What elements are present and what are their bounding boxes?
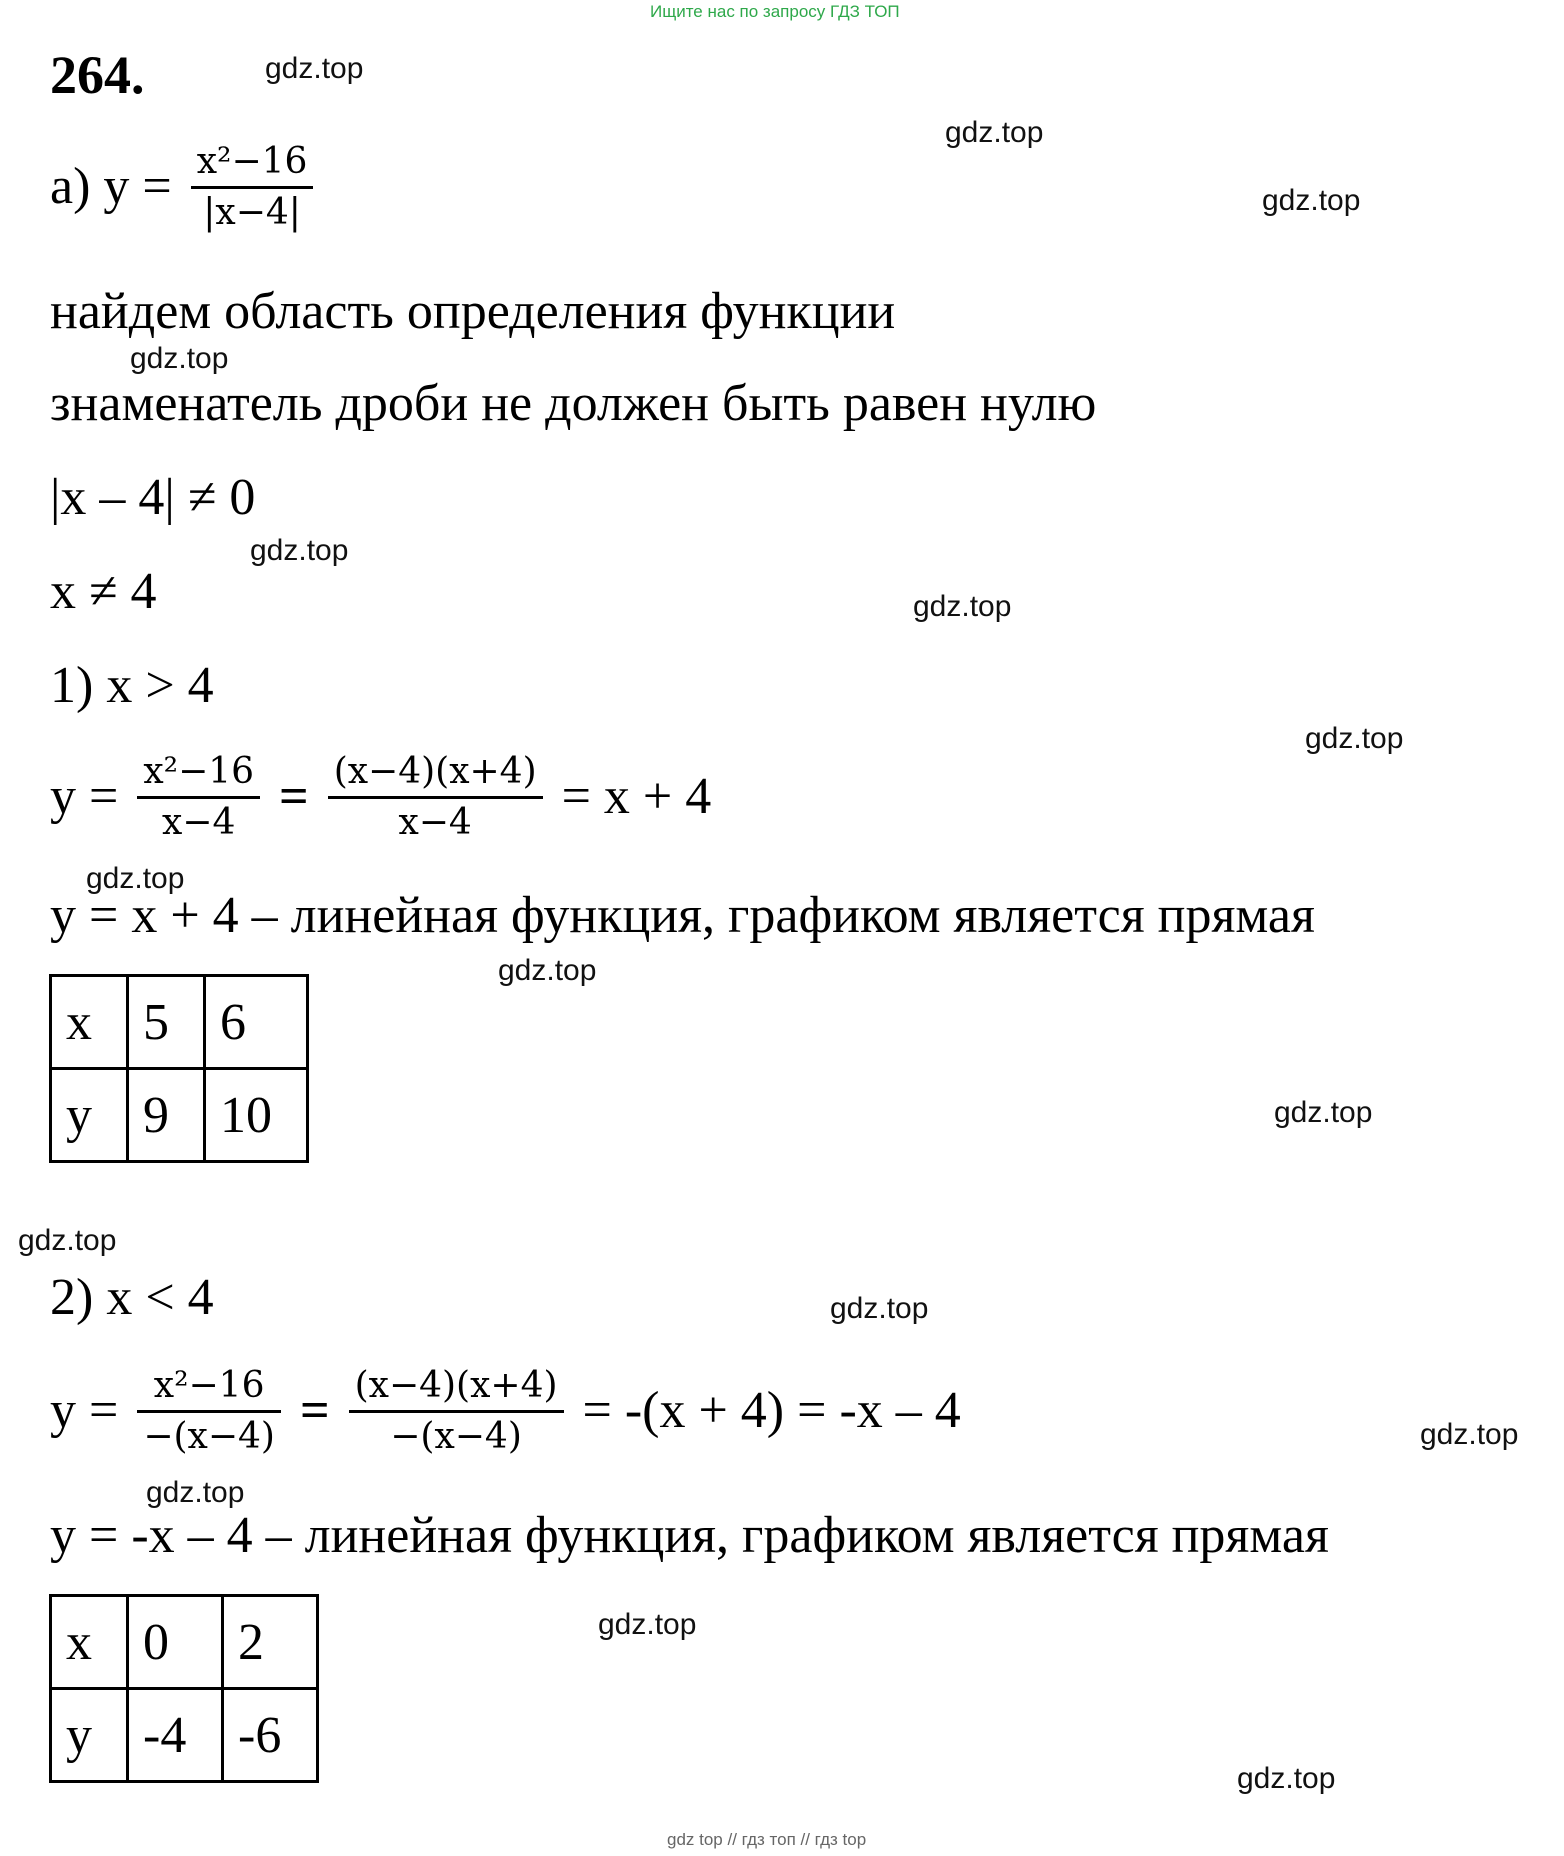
case1-lhs: y =	[50, 768, 119, 826]
table-cell: -4	[128, 1689, 223, 1782]
fraction-numerator: (x−4)(x+4)	[349, 1366, 564, 1413]
watermark-text: gdz.top	[830, 1292, 929, 1325]
table-row	[51, 1069, 308, 1162]
fraction-denominator: −(x−4)	[390, 1415, 522, 1457]
case1-fraction-2	[328, 752, 543, 842]
watermark-text: gdz.top	[1274, 1096, 1373, 1129]
fraction-denominator: x−4	[162, 801, 236, 843]
part-a-equation	[50, 142, 319, 232]
watermark-text: gdz.top	[130, 342, 229, 375]
fraction-numerator: x²−16	[137, 752, 260, 799]
table-cell: 9	[128, 1069, 205, 1162]
text-domain: найдем область определения функции	[50, 283, 896, 340]
case1-rhs: = x + 4	[561, 768, 712, 826]
case2-equals: =	[299, 1382, 330, 1440]
watermark-text: gdz.top	[146, 1476, 245, 1509]
watermark-text: gdz.top	[250, 534, 349, 567]
fraction-numerator: (x−4)(x+4)	[328, 752, 543, 799]
case2-rhs: = -(x + 4) = -x – 4	[582, 1382, 961, 1440]
part-a-fraction	[191, 142, 314, 232]
table-row	[51, 1596, 318, 1689]
table-cell: 0	[128, 1596, 223, 1689]
case2-fraction-1	[137, 1366, 281, 1456]
table-cell: 10	[205, 1069, 308, 1162]
table-cell: x	[51, 976, 128, 1069]
case2-condition: 2) x < 4	[50, 1269, 214, 1326]
case1-value-table	[49, 974, 309, 1163]
table-cell: y	[51, 1689, 128, 1782]
table-cell: 6	[205, 976, 308, 1069]
equation-abs: |x – 4| ≠ 0	[50, 469, 256, 526]
table-row	[51, 976, 308, 1069]
case1-equation	[50, 752, 711, 842]
fraction-denominator: |x−4|	[203, 191, 301, 233]
watermark-text: gdz.top	[913, 590, 1012, 623]
fraction-numerator: x²−16	[137, 1366, 281, 1413]
case2-value-table	[49, 1594, 319, 1783]
case2-description: y = -x – 4 – линейная функция, графиком является прямая	[50, 1507, 1329, 1564]
case2-lhs: y =	[50, 1382, 119, 1440]
watermark-text: gdz.top	[945, 116, 1044, 149]
watermark-text: gdz.top	[498, 954, 597, 987]
watermark-text: gdz.top	[1237, 1762, 1336, 1795]
fraction-denominator: −(x−4)	[143, 1415, 275, 1457]
text-denominator: знаменатель дроби не должен быть равен нулю	[50, 375, 1097, 432]
table-cell: y	[51, 1069, 128, 1162]
case1-fraction-1	[137, 752, 260, 842]
fraction-denominator: x−4	[398, 801, 472, 843]
fraction-numerator: x²−16	[191, 142, 314, 189]
table-cell: 5	[128, 976, 205, 1069]
case1-condition: 1) x > 4	[50, 657, 214, 714]
table-cell: 2	[223, 1596, 318, 1689]
watermark-text: gdz.top	[86, 862, 185, 895]
watermark-text: gdz.top	[18, 1224, 117, 1257]
equation-ne: x ≠ 4	[50, 563, 157, 620]
table-cell: x	[51, 1596, 128, 1689]
watermark-text: gdz.top	[265, 52, 364, 85]
table-cell: -6	[223, 1689, 318, 1782]
top-banner: Ищите нас по запросу ГДЗ ТОП	[650, 2, 900, 21]
table-row	[51, 1689, 318, 1782]
footer-text: gdz top // гдз топ // гдз top	[667, 1830, 867, 1849]
case1-description: y = x + 4 – линейная функция, графиком является прямая	[50, 887, 1315, 944]
watermark-text: gdz.top	[1262, 184, 1361, 217]
case2-equation	[50, 1366, 961, 1456]
watermark-text: gdz.top	[1305, 722, 1404, 755]
watermark-text: gdz.top	[598, 1608, 697, 1641]
part-a-label: а) y =	[50, 158, 172, 216]
watermark-text: gdz.top	[1420, 1418, 1519, 1451]
problem-number: 264.	[50, 45, 145, 105]
case1-equals: =	[279, 768, 309, 826]
case2-fraction-2	[349, 1366, 564, 1456]
